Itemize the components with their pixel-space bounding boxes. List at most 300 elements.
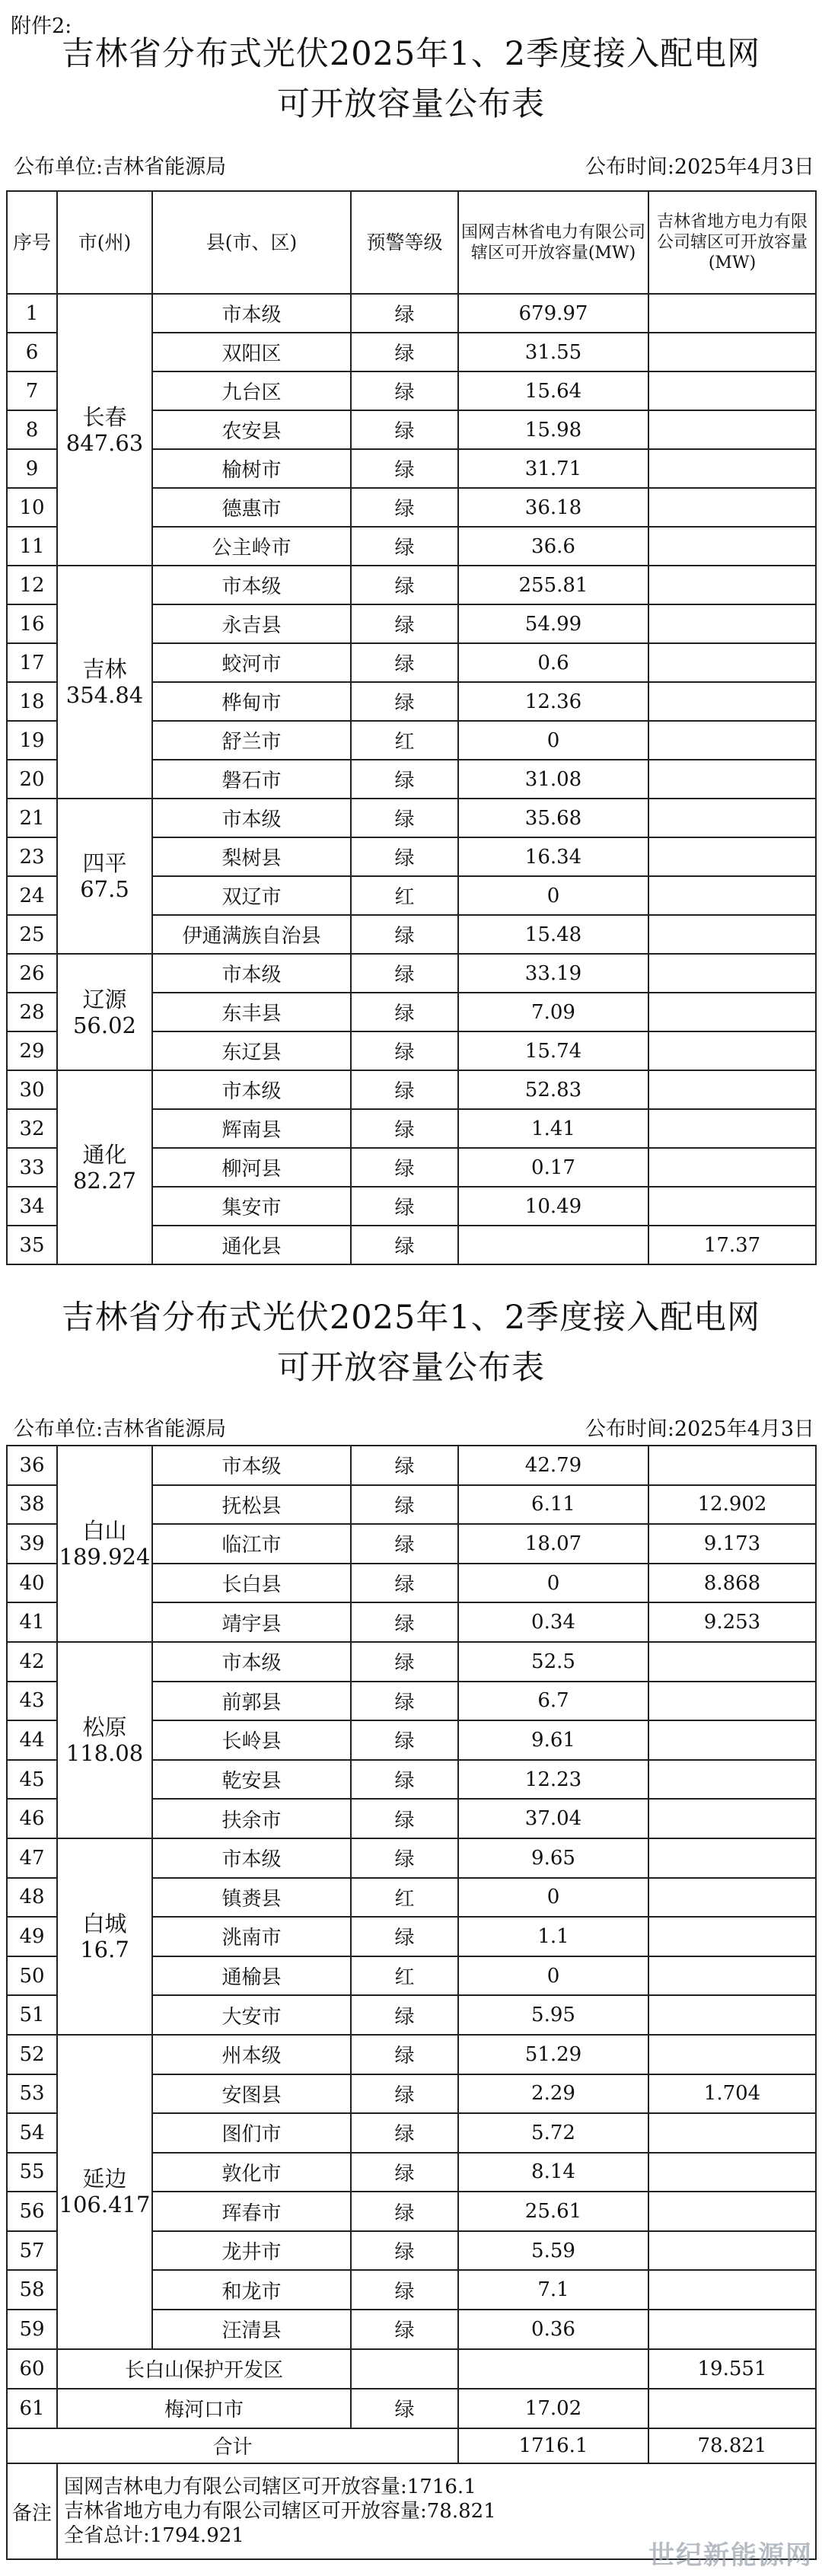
sg-capacity-cell: 15.64 [458,371,648,410]
city-total: 106.417 [59,2192,151,2218]
warning-cell: 绿 [351,566,458,604]
warning-cell: 绿 [351,1187,458,1226]
sg-capacity-cell: 17.02 [458,2389,648,2428]
sg-capacity-cell: 18.07 [458,1524,648,1564]
seq-cell: 21 [7,799,57,837]
sg-capacity-cell: 31.71 [458,449,648,488]
warning-cell: 绿 [351,2192,458,2231]
sg-capacity-cell: 0 [458,1878,648,1918]
seq-cell: 24 [7,876,57,915]
seq-cell: 49 [7,1917,57,1956]
sg-capacity-cell [458,1226,648,1264]
seq-cell: 25 [7,915,57,954]
city-cell [57,294,152,566]
county-cell: 桦甸市 [152,682,351,721]
capacity-table-part-2 [6,1445,817,2464]
title-line-2: 可开放容量公布表 [277,85,545,123]
county-cell: 永吉县 [152,604,351,643]
county-cell: 镇赉县 [152,1878,351,1918]
local-capacity-cell [648,1682,816,1721]
sg-capacity-cell: 6.11 [458,1485,648,1525]
seq-cell: 42 [7,1642,57,1682]
sg-capacity-cell: 25.61 [458,2192,648,2231]
header-county: 县(市、区) [152,191,351,294]
warning-cell: 绿 [351,294,458,333]
county-cell: 蛟河市 [152,643,351,682]
local-capacity-cell [648,333,816,371]
local-capacity-cell [648,488,816,527]
warning-cell: 绿 [351,371,458,410]
table-row [7,294,816,333]
city-total: 847.63 [65,429,144,456]
city-name: 辽源 [82,986,127,1012]
special-row [7,2389,816,2428]
local-capacity-cell [648,527,816,566]
seq-cell: 61 [7,2389,57,2428]
publish-time: 公布时间:2025年4月3日 [585,1417,814,1441]
local-capacity-cell: 19.551 [648,2349,816,2389]
city-total: 118.08 [65,1739,144,1766]
sg-capacity-cell: 5.95 [458,1995,648,2035]
seq-cell: 59 [7,2310,57,2349]
warning-cell: 红 [351,1878,458,1918]
seq-cell: 39 [7,1524,57,1564]
publisher: 公布单位:吉林省能源局 [14,155,227,179]
local-capacity-cell [648,954,816,993]
local-capacity-cell: 17.37 [648,1226,816,1264]
seq-cell: 6 [7,333,57,371]
table-row [7,799,816,837]
warning-cell: 红 [351,1956,458,1996]
warning-cell: 绿 [351,1995,458,2035]
sg-capacity-cell: 52.5 [458,1642,648,1682]
seq-cell: 34 [7,1187,57,1226]
warning-cell: 绿 [351,2389,458,2428]
county-cell: 龙井市 [152,2231,351,2271]
sg-capacity-cell: 7.09 [458,993,648,1031]
warning-cell: 绿 [351,449,458,488]
sg-capacity-cell: 2.29 [458,2074,648,2114]
county-cell: 图们市 [152,2113,351,2153]
county-cell: 榆树市 [152,449,351,488]
seq-cell: 11 [7,527,57,566]
seq-cell: 60 [7,2349,57,2389]
seq-cell: 54 [7,2113,57,2153]
sg-capacity-cell: 31.08 [458,760,648,799]
sg-capacity-cell: 54.99 [458,604,648,643]
warning-cell: 绿 [351,2113,458,2153]
local-capacity-cell [648,915,816,954]
warning-cell: 绿 [351,1838,458,1878]
local-capacity-cell [648,1917,816,1956]
warning-cell [351,2349,458,2389]
table-row [7,566,816,604]
seq-cell: 7 [7,371,57,410]
county-cell: 磐石市 [152,760,351,799]
local-capacity-cell [648,2310,816,2349]
note-line: 全省总计:1794.921 [64,2524,244,2547]
local-capacity-cell [648,837,816,876]
city-name: 四平 [82,850,127,876]
city-cell [57,1446,152,1642]
table-row [7,2035,816,2074]
local-capacity-cell [648,1446,816,1485]
county-cell: 伊通满族自治县 [152,915,351,954]
city-cell [57,799,152,954]
seq-cell: 52 [7,2035,57,2074]
county-cell: 双辽市 [152,876,351,915]
warning-cell: 绿 [351,915,458,954]
warning-cell: 绿 [351,2035,458,2074]
seq-cell: 17 [7,643,57,682]
sg-capacity-cell: 8.14 [458,2153,648,2192]
title-line-1-repeat: 吉林省分布式光伏2025年1、2季度接入配电网 [61,1299,761,1337]
warning-cell: 绿 [351,604,458,643]
warning-cell: 绿 [351,1524,458,1564]
warning-cell: 绿 [351,643,458,682]
county-cell: 德惠市 [152,488,351,527]
local-capacity-cell: 8.868 [648,1564,816,1603]
county-cell: 市本级 [152,954,351,993]
warning-cell: 绿 [351,1917,458,1956]
warning-cell: 绿 [351,993,458,1031]
warning-cell: 绿 [351,837,458,876]
county-cell: 市本级 [152,1070,351,1109]
seq-cell: 8 [7,410,57,449]
sg-capacity-cell: 0 [458,876,648,915]
county-cell: 梨树县 [152,837,351,876]
warning-cell: 绿 [351,1642,458,1682]
warning-cell: 绿 [351,1109,458,1148]
publish-time: 公布时间:2025年4月3日 [585,155,814,179]
local-capacity-cell: 9.173 [648,1524,816,1564]
warning-cell: 红 [351,876,458,915]
local-capacity-cell [648,2270,816,2310]
sg-capacity-cell: 0 [458,1564,648,1603]
city-cell [57,566,152,799]
warning-cell: 绿 [351,2231,458,2271]
city-name: 松原 [82,1714,127,1740]
county-cell: 东丰县 [152,993,351,1031]
local-capacity-cell [648,2035,816,2074]
sg-capacity-cell: 0.6 [458,643,648,682]
city-cell [57,1838,152,2035]
table-row [7,954,816,993]
warning-cell: 绿 [351,1760,458,1800]
sg-capacity-cell: 15.74 [458,1031,648,1070]
local-capacity-cell [648,1031,816,1070]
seq-cell: 16 [7,604,57,643]
sg-capacity-cell: 5.59 [458,2231,648,2271]
city-total: 82.27 [72,1167,137,1194]
warning-cell: 绿 [351,954,458,993]
seq-cell: 19 [7,721,57,760]
warning-cell: 绿 [351,488,458,527]
seq-cell: 26 [7,954,57,993]
seq-cell: 55 [7,2153,57,2192]
city-cell [57,954,152,1070]
county-cell: 市本级 [152,1446,351,1485]
city-name: 白城 [82,1910,127,1937]
warning-cell: 绿 [351,1148,458,1187]
county-cell: 九台区 [152,371,351,410]
total-row [7,2428,816,2463]
sg-capacity-cell: 0.36 [458,2310,648,2349]
local-capacity-cell [648,449,816,488]
local-capacity-cell [648,1720,816,1760]
county-cell: 扶余市 [152,1799,351,1838]
sg-capacity-cell: 0 [458,721,648,760]
sg-capacity-cell: 679.97 [458,294,648,333]
title-line-2-repeat: 可开放容量公布表 [277,1349,545,1387]
local-capacity-cell [648,2192,816,2231]
local-capacity-cell [648,721,816,760]
warning-cell: 绿 [351,1485,458,1525]
seq-cell: 30 [7,1070,57,1109]
sg-capacity-cell: 36.18 [458,488,648,527]
seq-cell: 9 [7,449,57,488]
local-capacity-cell [648,2113,816,2153]
sg-capacity-cell: 37.04 [458,1799,648,1838]
warning-cell: 绿 [351,1799,458,1838]
total-local-cell: 78.821 [648,2428,816,2463]
sg-capacity-cell: 5.72 [458,2113,648,2153]
sg-capacity-cell: 16.34 [458,837,648,876]
sg-capacity-cell: 0.34 [458,1602,648,1642]
county-cell: 长岭县 [152,1720,351,1760]
city-total: 16.7 [80,1936,129,1962]
local-capacity-cell [648,643,816,682]
city-total: 189.924 [59,1543,151,1570]
county-cell: 通化县 [152,1226,351,1264]
sg-capacity-cell: 7.1 [458,2270,648,2310]
local-capacity-cell [648,371,816,410]
county-cell: 洮南市 [152,1917,351,1956]
seq-cell: 46 [7,1799,57,1838]
area-name-cell: 长白山保护开发区 [57,2349,351,2389]
title-line-1: 吉林省分布式光伏2025年1、2季度接入配电网 [61,35,761,73]
seq-cell: 44 [7,1720,57,1760]
local-capacity-cell [648,1070,816,1109]
seq-cell: 38 [7,1485,57,1525]
city-cell [57,1642,152,1838]
seq-cell: 32 [7,1109,57,1148]
county-cell: 公主岭市 [152,527,351,566]
total-sg-cell: 1716.1 [458,2428,648,2463]
sg-capacity-cell: 12.23 [458,1760,648,1800]
seq-cell: 29 [7,1031,57,1070]
county-cell: 珲春市 [152,2192,351,2231]
warning-cell: 绿 [351,682,458,721]
table-header-row [7,191,816,294]
seq-cell: 28 [7,993,57,1031]
seq-cell: 47 [7,1838,57,1878]
warning-cell: 绿 [351,1682,458,1721]
sg-capacity-cell: 51.29 [458,2035,648,2074]
capacity-table-part-1 [6,190,817,1265]
local-capacity-cell [648,566,816,604]
special-row [7,2349,816,2389]
area-name-cell: 梅河口市 [57,2389,351,2428]
sg-capacity-cell: 9.65 [458,1838,648,1878]
warning-cell: 绿 [351,2310,458,2349]
county-cell: 敦化市 [152,2153,351,2192]
local-capacity-cell [648,2153,816,2192]
warning-cell: 红 [351,721,458,760]
local-capacity-cell [648,1148,816,1187]
local-capacity-cell [648,799,816,837]
sg-capacity-cell: 52.83 [458,1070,648,1109]
attachment-label: 附件2: [11,14,72,38]
county-cell: 汪清县 [152,2310,351,2349]
header-sg-capacity: 国网吉林省电力有限公司辖区可开放容量(MW) [458,191,648,294]
local-capacity-cell [648,294,816,333]
warning-cell: 绿 [351,1070,458,1109]
county-cell: 和龙市 [152,2270,351,2310]
local-capacity-cell [648,760,816,799]
seq-cell: 33 [7,1148,57,1187]
city-cell [57,1070,152,1264]
publisher: 公布单位:吉林省能源局 [14,1417,227,1441]
sg-capacity-cell [458,2349,648,2389]
sg-capacity-cell: 15.98 [458,410,648,449]
city-total: 354.84 [65,682,144,708]
city-total: 67.5 [80,876,129,902]
warning-cell: 绿 [351,2153,458,2192]
sg-capacity-cell: 0.17 [458,1148,648,1187]
seq-cell: 12 [7,566,57,604]
seq-cell: 40 [7,1564,57,1603]
local-capacity-cell [648,1878,816,1918]
city-total: 56.02 [72,1012,137,1038]
local-capacity-cell [648,410,816,449]
county-cell: 乾安县 [152,1760,351,1800]
local-capacity-cell: 1.704 [648,2074,816,2114]
sg-capacity-cell: 31.55 [458,333,648,371]
seq-cell: 20 [7,760,57,799]
sg-capacity-cell: 36.6 [458,527,648,566]
sg-capacity-cell: 35.68 [458,799,648,837]
seq-cell: 50 [7,1956,57,1996]
seq-cell: 43 [7,1682,57,1721]
warning-cell: 绿 [351,1720,458,1760]
local-capacity-cell [648,1956,816,1996]
county-cell: 前郭县 [152,1682,351,1721]
local-capacity-cell: 9.253 [648,1602,816,1642]
city-name: 吉林 [82,656,127,682]
local-capacity-cell [648,682,816,721]
seq-cell: 18 [7,682,57,721]
county-cell: 大安市 [152,1995,351,2035]
header-local-capacity: 吉林省地方电力有限公司辖区可开放容量(MW) [648,191,816,294]
warning-cell: 绿 [351,1226,458,1264]
sg-capacity-cell: 10.49 [458,1187,648,1226]
county-cell: 市本级 [152,799,351,837]
seq-cell: 35 [7,1226,57,1264]
table-row [7,1838,816,1878]
county-cell: 市本级 [152,1838,351,1878]
local-capacity-cell [648,876,816,915]
table-row [7,1070,816,1109]
watermark-logo: 世纪新能源网 [648,2540,813,2571]
local-capacity-cell [648,1995,816,2035]
seq-cell: 56 [7,2192,57,2231]
warning-cell: 绿 [351,1564,458,1603]
county-cell: 安图县 [152,2074,351,2114]
sg-capacity-cell: 255.81 [458,566,648,604]
local-capacity-cell [648,2231,816,2271]
seq-cell: 58 [7,2270,57,2310]
county-cell: 舒兰市 [152,721,351,760]
warning-cell: 绿 [351,799,458,837]
header-warning: 预警等级 [351,191,458,294]
sg-capacity-cell: 42.79 [458,1446,648,1485]
warning-cell: 绿 [351,1031,458,1070]
county-cell: 集安市 [152,1187,351,1226]
seq-cell: 10 [7,488,57,527]
local-capacity-cell [648,993,816,1031]
total-label-cell: 合计 [7,2428,458,2463]
county-cell: 辉南县 [152,1109,351,1148]
warning-cell: 绿 [351,760,458,799]
city-name: 通化 [82,1141,127,1168]
seq-cell: 45 [7,1760,57,1800]
local-capacity-cell [648,1799,816,1838]
seq-cell: 23 [7,837,57,876]
seq-cell: 57 [7,2231,57,2271]
city-cell [57,2035,152,2349]
seq-cell: 53 [7,2074,57,2114]
seq-cell: 48 [7,1878,57,1918]
seq-cell: 36 [7,1446,57,1485]
county-cell: 市本级 [152,294,351,333]
local-capacity-cell [648,2389,816,2428]
warning-cell: 绿 [351,2270,458,2310]
local-capacity-cell [648,1760,816,1800]
sg-capacity-cell: 15.48 [458,915,648,954]
county-cell: 临江市 [152,1524,351,1564]
seq-cell: 1 [7,294,57,333]
county-cell: 双阳区 [152,333,351,371]
sg-capacity-cell: 12.36 [458,682,648,721]
warning-cell: 绿 [351,527,458,566]
local-capacity-cell: 12.902 [648,1485,816,1525]
local-capacity-cell [648,1187,816,1226]
warning-cell: 绿 [351,1602,458,1642]
county-cell: 柳河县 [152,1148,351,1187]
warning-cell: 绿 [351,333,458,371]
header-seq: 序号 [7,191,57,294]
warning-cell: 绿 [351,2074,458,2114]
sg-capacity-cell: 1.1 [458,1917,648,1956]
notes-label: 备注 [7,2463,57,2559]
county-cell: 靖宇县 [152,1602,351,1642]
warning-cell: 绿 [351,410,458,449]
county-cell: 通榆县 [152,1956,351,1996]
table-row [7,1642,816,1682]
note-line: 国网吉林电力有限公司辖区可开放容量:1716.1 [64,2476,476,2498]
header-city: 市(州) [57,191,152,294]
county-cell: 市本级 [152,1642,351,1682]
county-cell: 农安县 [152,410,351,449]
city-name: 延边 [82,2166,127,2192]
sg-capacity-cell: 6.7 [458,1682,648,1721]
county-cell: 抚松县 [152,1485,351,1525]
warning-cell: 绿 [351,1446,458,1485]
county-cell: 长白县 [152,1564,351,1603]
sg-capacity-cell: 0 [458,1956,648,1996]
local-capacity-cell [648,1642,816,1682]
